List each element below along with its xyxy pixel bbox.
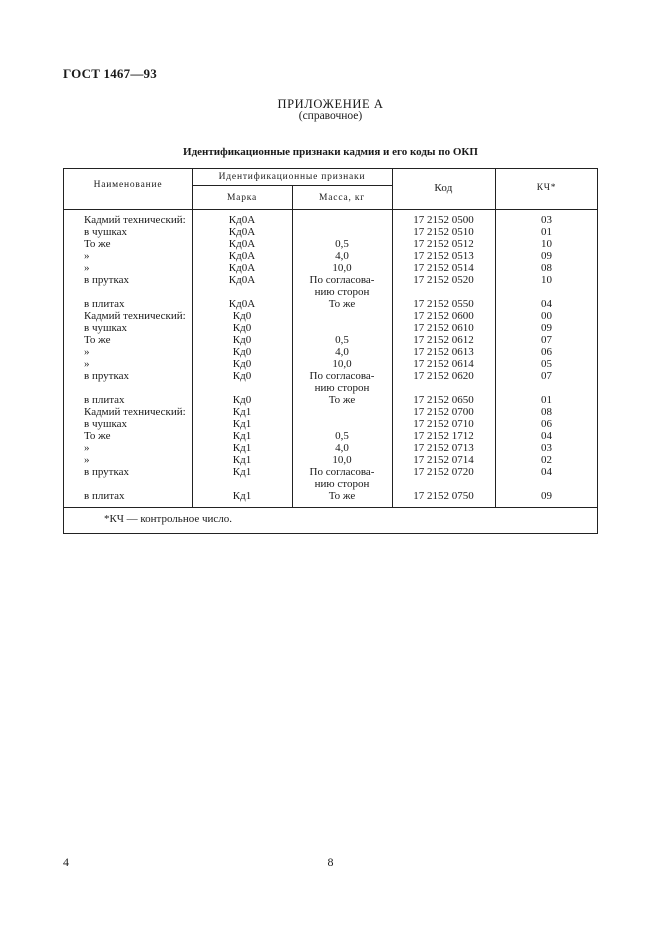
row-name: в прутках	[84, 274, 130, 286]
row-kc: 08	[541, 406, 552, 418]
row-code: 17 2152 0700	[413, 406, 474, 418]
header-identification-group: Идентификационные признаки	[218, 172, 366, 182]
row-kc: 05	[541, 358, 552, 370]
row-mass: То же	[328, 394, 356, 406]
row-name: в плитах	[84, 298, 125, 310]
row-code: 17 2152 0520	[413, 274, 474, 286]
row-mass: То же	[328, 490, 356, 502]
row-mass: То же	[328, 298, 356, 310]
body-bottom-rule	[64, 507, 597, 508]
row-mark: Кд0	[232, 322, 252, 334]
footnote: *КЧ — контрольное число.	[104, 513, 233, 525]
document-code: ГОСТ 1467—93	[63, 66, 157, 81]
row-name: в прутках	[84, 466, 130, 478]
row-mass: нию сторон	[314, 478, 370, 490]
row-mass: 4,0	[335, 442, 349, 454]
row-code: 17 2152 0714	[413, 454, 474, 466]
header-bottom-rule	[64, 209, 597, 210]
row-kc: 06	[541, 346, 552, 358]
row-mass: По согласова-	[309, 466, 375, 478]
row-name: Кадмий технический:	[84, 214, 186, 226]
header-code: Код	[434, 182, 453, 194]
row-mass: 0,5	[335, 334, 349, 346]
row-mass: 4,0	[335, 346, 349, 358]
row-kc: 09	[541, 322, 552, 334]
row-code: 17 2152 0510	[413, 226, 474, 238]
row-code: 17 2152 0710	[413, 418, 474, 430]
row-code: 17 2152 0512	[413, 238, 474, 250]
row-code: 17 2152 0550	[413, 298, 474, 310]
header-mark: Марка	[226, 193, 258, 203]
appendix-subtitle: (справочное)	[298, 110, 363, 122]
page-number-center: 8	[327, 855, 334, 869]
row-code: 17 2152 0750	[413, 490, 474, 502]
row-mark: Кд0А	[228, 262, 256, 274]
row-mark: Кд1	[232, 406, 252, 418]
row-mass: 10,0	[332, 454, 352, 466]
row-name: »	[84, 358, 90, 370]
row-code: 17 2152 0720	[413, 466, 474, 478]
row-code: 17 2152 0614	[413, 358, 474, 370]
row-mark: Кд0А	[228, 274, 256, 286]
row-mark: Кд0	[232, 370, 252, 382]
row-kc: 01	[541, 226, 552, 238]
row-kc: 10	[541, 274, 552, 286]
row-mark: Кд1	[232, 490, 252, 502]
row-mark: Кд1	[232, 466, 252, 478]
row-name: в чушках	[84, 418, 128, 430]
row-kc: 09	[541, 490, 552, 502]
row-code: 17 2152 0713	[413, 442, 474, 454]
row-mass: 0,5	[335, 238, 349, 250]
row-code: 17 2152 0650	[413, 394, 474, 406]
header-kc: КЧ*	[536, 183, 557, 193]
row-kc: 09	[541, 250, 552, 262]
row-mass: По согласова-	[309, 370, 375, 382]
row-mark: Кд1	[232, 454, 252, 466]
row-mark: Кд0А	[228, 238, 256, 250]
row-name: Кадмий технический:	[84, 310, 186, 322]
row-mark: Кд1	[232, 430, 252, 442]
row-kc: 00	[541, 310, 552, 322]
row-kc: 03	[541, 442, 552, 454]
row-mark: Кд0	[232, 310, 252, 322]
row-kc: 04	[541, 298, 552, 310]
row-mark: Кд0	[232, 394, 252, 406]
row-mark: Кд0А	[228, 298, 256, 310]
row-kc: 04	[541, 430, 552, 442]
row-code: 17 2152 0500	[413, 214, 474, 226]
row-name: в плитах	[84, 490, 125, 502]
row-name: в чушках	[84, 322, 128, 334]
row-name: в чушках	[84, 226, 128, 238]
table-caption: Идентификационные признаки кадмия и его коды по ОКП	[183, 146, 478, 158]
row-name: »	[84, 346, 90, 358]
row-code: 17 2152 0600	[413, 310, 474, 322]
row-name: Кадмий технический:	[84, 406, 186, 418]
row-mass: нию сторон	[314, 382, 370, 394]
row-code: 17 2152 0620	[413, 370, 474, 382]
row-kc: 02	[541, 454, 552, 466]
row-mass: По согласова-	[309, 274, 375, 286]
row-code: 17 2152 0513	[413, 250, 474, 262]
row-kc: 07	[541, 334, 552, 346]
row-name: То же	[84, 238, 111, 250]
row-kc: 07	[541, 370, 552, 382]
row-kc: 08	[541, 262, 552, 274]
row-mark: Кд0А	[228, 214, 256, 226]
row-mass: 4,0	[335, 250, 349, 262]
row-code: 17 2152 0613	[413, 346, 474, 358]
row-kc: 01	[541, 394, 552, 406]
row-code: 17 2152 0612	[413, 334, 474, 346]
row-mark: Кд0А	[228, 226, 256, 238]
row-mass: 10,0	[332, 358, 352, 370]
row-mass: нию сторон	[314, 286, 370, 298]
row-name: »	[84, 442, 90, 454]
row-mass: 10,0	[332, 262, 352, 274]
row-code: 17 2152 0610	[413, 322, 474, 334]
row-name: в прутках	[84, 370, 130, 382]
page-number-left: 4	[63, 855, 69, 869]
row-code: 17 2152 0514	[413, 262, 474, 274]
row-name: »	[84, 250, 90, 262]
row-name: »	[84, 454, 90, 466]
row-mark: Кд1	[232, 442, 252, 454]
row-mark: Кд0	[232, 346, 252, 358]
row-mass: 0,5	[335, 430, 349, 442]
row-kc: 10	[541, 238, 552, 250]
row-name: »	[84, 262, 90, 274]
row-name: То же	[84, 334, 111, 346]
row-mark: Кд0А	[228, 250, 256, 262]
header-name: Наименование	[93, 180, 163, 190]
row-code: 17 2152 1712	[413, 430, 474, 442]
row-mark: Кд0	[232, 358, 252, 370]
row-kc: 06	[541, 418, 552, 430]
row-name: в плитах	[84, 394, 125, 406]
row-kc: 03	[541, 214, 552, 226]
row-name: То же	[84, 430, 111, 442]
row-kc: 04	[541, 466, 552, 478]
row-mark: Кд0	[232, 334, 252, 346]
appendix-title: ПРИЛОЖЕНИЕ А	[277, 97, 384, 111]
header-mass: Масса, кг	[319, 193, 365, 203]
row-mark: Кд1	[232, 418, 252, 430]
identification-table	[63, 168, 598, 534]
